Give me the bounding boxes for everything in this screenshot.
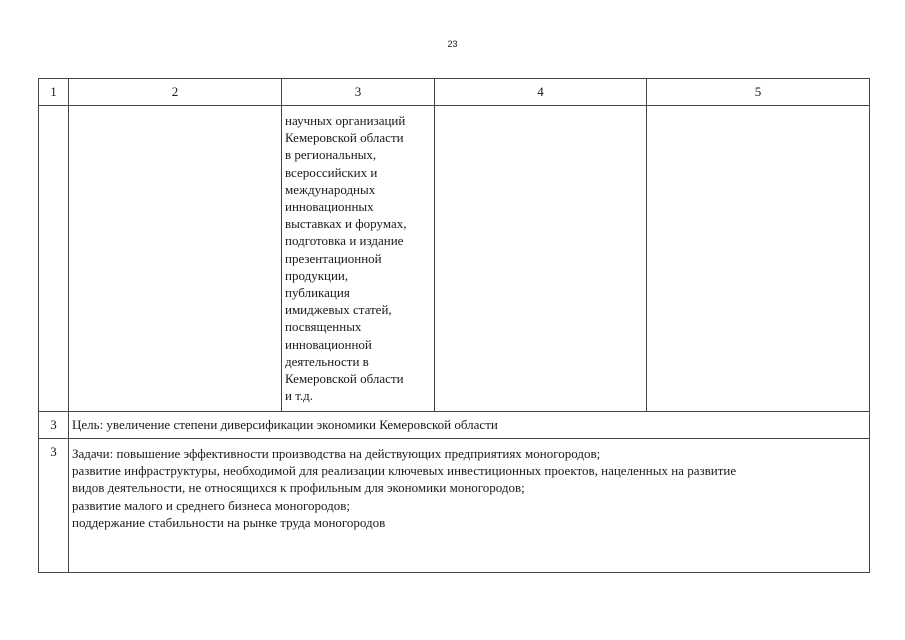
header-col-4: 4 [435, 79, 647, 106]
task-line: Задачи: повышение эффективности производства на действующих предприятиях моногородов; [72, 446, 601, 461]
description-line: презентационной [285, 250, 382, 266]
description-line: посвященных [285, 319, 362, 335]
cont-cell-3 [282, 106, 435, 412]
tasks-row-number: 3 [39, 439, 69, 573]
continuation-row [39, 106, 870, 412]
description-line: и т.д. [285, 388, 314, 404]
description-line: деятельности в [285, 353, 369, 369]
tasks-list [72, 445, 866, 531]
description-line: Кемеровской области [285, 371, 404, 387]
description-line: в региональных, [285, 147, 377, 163]
goal-row-number: 3 [39, 412, 69, 439]
task-line: поддержание стабильности на рынке труда моногородов [72, 514, 386, 530]
description-line: научных организаций [285, 113, 406, 128]
task-line: развитие малого и среднего бизнеса моногородов; [72, 497, 350, 513]
description-line: имиджевых статей, [285, 302, 392, 318]
header-col-5: 5 [647, 79, 870, 106]
program-table [38, 78, 870, 573]
description-line: Кемеровской области [285, 130, 404, 146]
description-line: всероссийских и [285, 164, 378, 180]
table-header-row [39, 79, 870, 106]
description-line: международных [285, 181, 376, 197]
cont-cell-4 [435, 106, 647, 412]
page-number: 23 [447, 39, 458, 49]
goal-text: Цель: увеличение степени диверсификации экономики Кемеровской области [69, 412, 870, 439]
header-col-3: 3 [282, 79, 435, 106]
header-col-2: 2 [69, 79, 282, 106]
description-line: инновационной [285, 336, 372, 352]
cont-cell-1 [39, 106, 69, 412]
task-line: видов деятельности, не относящихся к профильным для экономики моногородов; [72, 480, 525, 496]
task-line: развитие инфраструктуры, необходимой для реализации ключевых инвестиционных проектов, нацеленных на развитие [72, 463, 737, 479]
tasks-text [69, 439, 870, 573]
description-line: продукции, [285, 267, 349, 283]
goal-row [39, 412, 870, 439]
cont-cell-5 [647, 106, 870, 412]
cont-cell-2 [69, 106, 282, 412]
activity-description [285, 106, 431, 404]
tasks-row [39, 439, 870, 573]
description-line: инновационных [285, 199, 374, 215]
description-line: подготовка и издание [285, 233, 404, 249]
description-line: публикация [285, 285, 350, 301]
description-line: выставках и форумах, [285, 216, 407, 232]
header-col-1: 1 [39, 79, 69, 106]
